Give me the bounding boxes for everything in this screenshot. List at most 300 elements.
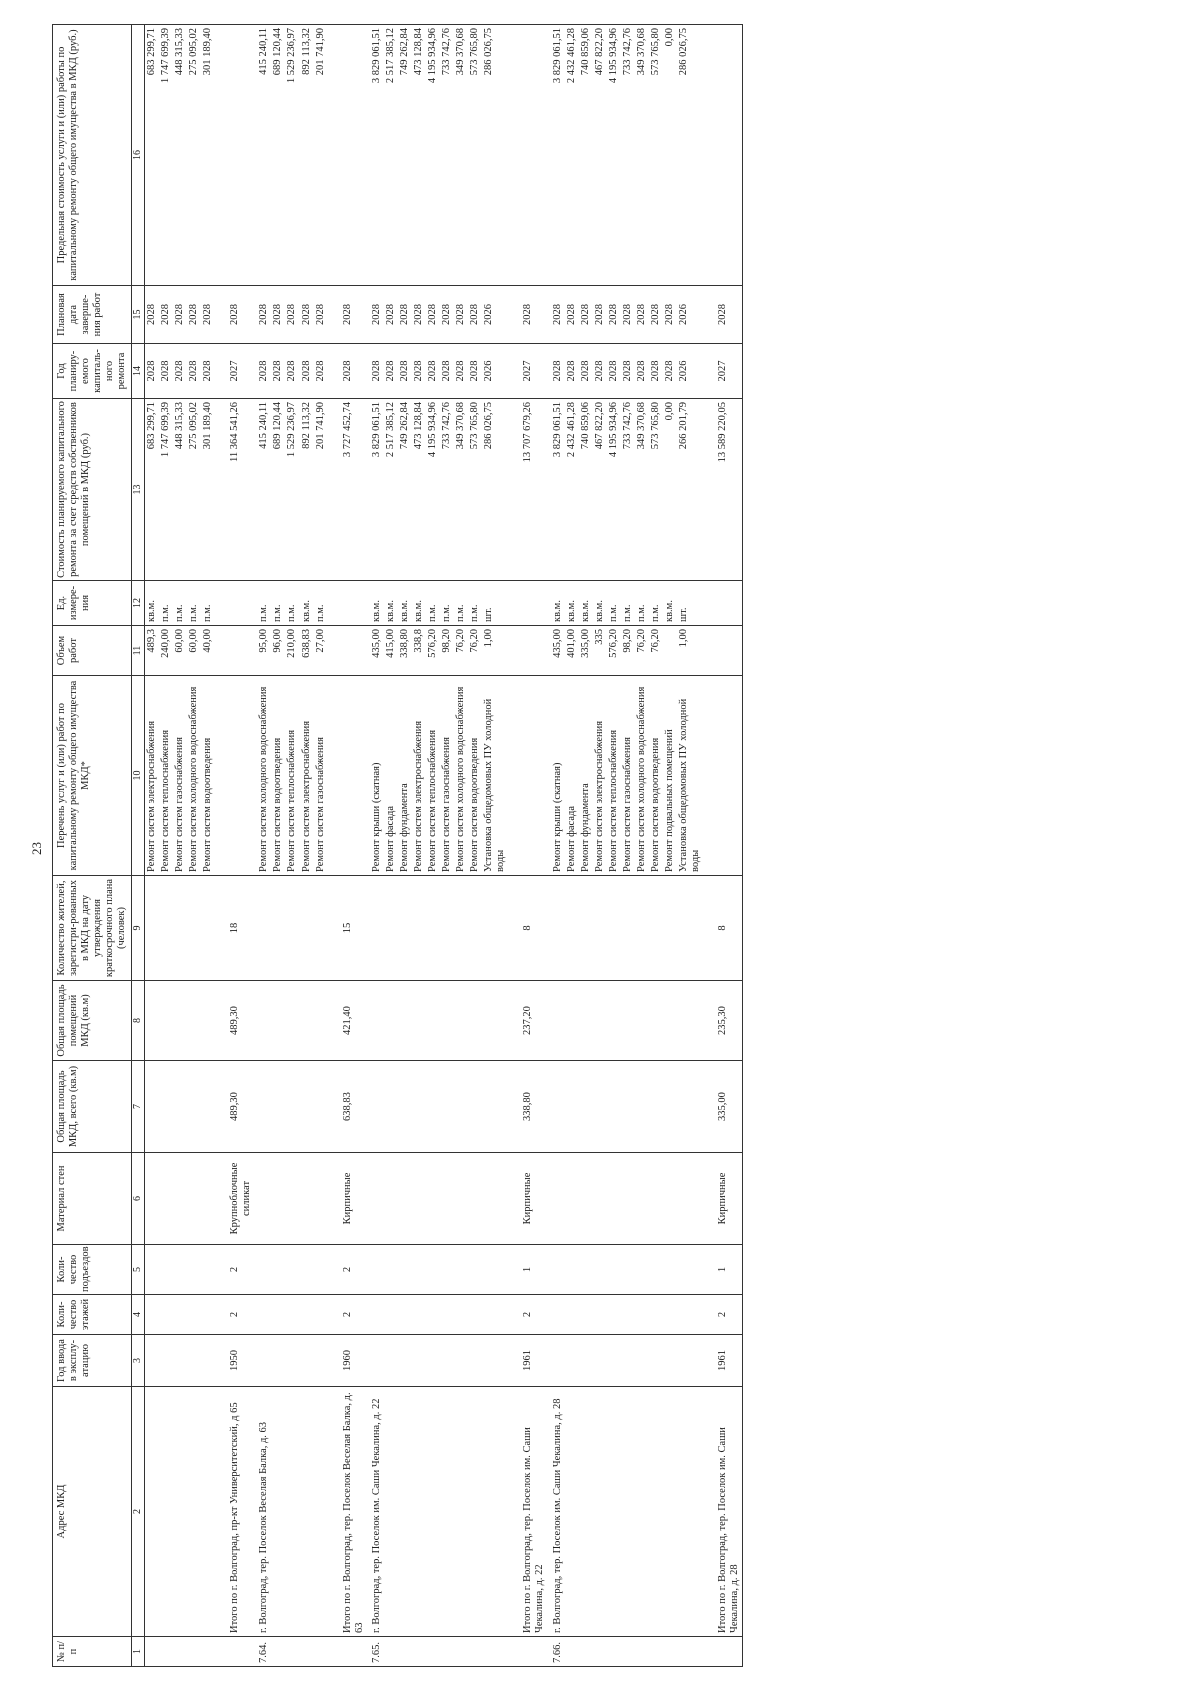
work-volume-cell: 60,00 <box>173 626 187 676</box>
item-number <box>426 1637 440 1667</box>
max-cost-cell: 1 529 236,97 <box>285 25 299 286</box>
residents-cell <box>565 876 579 981</box>
max-cost-cell: 733 742,76 <box>621 25 635 286</box>
wall-material-cell <box>173 1153 187 1245</box>
repair-year-cell: 2027 <box>215 344 254 399</box>
year-built-cell <box>201 1335 215 1387</box>
work-type-cell: Ремонт фундамента <box>398 676 412 876</box>
year-built-cell <box>440 1335 454 1387</box>
item-number <box>635 1637 649 1667</box>
table-row <box>482 25 508 1667</box>
repair-year-cell: 2028 <box>426 344 440 399</box>
table-row <box>144 25 159 1667</box>
wall-material-cell <box>677 1153 703 1245</box>
work-volume-cell: 240,00 <box>159 626 173 676</box>
total-area-cell <box>314 1061 328 1153</box>
work-volume-cell: 489,3 <box>144 626 159 676</box>
entrances-cell <box>426 1245 440 1295</box>
wall-material-cell <box>454 1153 468 1245</box>
floors-cell <box>454 1295 468 1335</box>
premises-area-cell <box>482 981 508 1061</box>
address-cell <box>468 1387 482 1637</box>
table-row <box>621 25 635 1667</box>
work-volume-cell: 76,20 <box>454 626 468 676</box>
table-row <box>440 25 454 1667</box>
table-row <box>607 25 621 1667</box>
work-type-cell: Ремонт систем водоотведения <box>271 676 285 876</box>
repair-year-cell: 2028 <box>254 344 271 399</box>
table-row <box>579 25 593 1667</box>
total-row <box>508 25 547 1667</box>
wall-material-cell <box>144 1153 159 1245</box>
table-row <box>201 25 215 1667</box>
repair-year-cell: 2028 <box>440 344 454 399</box>
premises-area-cell <box>454 981 468 1061</box>
max-cost-cell: 286 026,75 <box>677 25 703 286</box>
table-body <box>144 25 742 1667</box>
entrances-cell <box>254 1245 271 1295</box>
header-row <box>53 25 132 1667</box>
wall-material-cell <box>482 1153 508 1245</box>
item-number <box>593 1637 607 1667</box>
cost-cell: 3 727 452,74 <box>328 399 367 581</box>
work-type-cell: Ремонт крыши (скатная) <box>367 676 384 876</box>
table-row <box>367 25 384 1667</box>
address-cell <box>271 1387 285 1637</box>
work-type-cell: Ремонт фундамента <box>579 676 593 876</box>
year-built-cell <box>254 1335 271 1387</box>
work-type-cell: Ремонт систем водоотведения <box>468 676 482 876</box>
year-built-cell <box>412 1335 426 1387</box>
completion-date-cell: 2028 <box>201 286 215 344</box>
unit-cell: п.м. <box>285 581 299 626</box>
residents-cell <box>367 876 384 981</box>
year-built-cell <box>285 1335 299 1387</box>
item-number <box>579 1637 593 1667</box>
completion-date-cell: 2028 <box>426 286 440 344</box>
total-area-cell: 338,80 <box>508 1061 547 1153</box>
cost-cell: 13 707 679,26 <box>508 399 547 581</box>
wall-material-cell <box>565 1153 579 1245</box>
residents-cell <box>593 876 607 981</box>
address-cell <box>426 1387 440 1637</box>
item-number <box>663 1637 677 1667</box>
address-cell <box>635 1387 649 1637</box>
address-cell <box>398 1387 412 1637</box>
page-number: 23 <box>29 842 44 855</box>
year-built-cell: 1960 <box>328 1335 367 1387</box>
year-built-cell <box>663 1335 677 1387</box>
wall-material-cell <box>412 1153 426 1245</box>
total-area-cell: 489,30 <box>215 1061 254 1153</box>
total-area-cell <box>621 1061 635 1153</box>
column-number: 6 <box>132 1153 145 1245</box>
wall-material-cell <box>254 1153 271 1245</box>
item-number <box>677 1637 703 1667</box>
completion-date-cell: 2028 <box>271 286 285 344</box>
table-row <box>412 25 426 1667</box>
work-type-cell: Установка общедомовых ПУ холодной воды <box>482 676 508 876</box>
total-area-cell <box>579 1061 593 1153</box>
premises-area-cell: 421,40 <box>328 981 367 1061</box>
item-number <box>173 1637 187 1667</box>
max-cost-cell: 4 195 934,96 <box>426 25 440 286</box>
work-type-cell: Ремонт систем газоснабжения <box>173 676 187 876</box>
premises-area-cell <box>367 981 384 1061</box>
address-cell: Итого по г. Волгоград, тер. Поселок им. Саши Чекалина, д. 22 <box>508 1387 547 1637</box>
premises-area-cell: 237,20 <box>508 981 547 1061</box>
premises-area-cell <box>254 981 271 1061</box>
repair-year-cell: 2028 <box>187 344 201 399</box>
cost-cell: 683 299,71 <box>144 399 159 581</box>
work-volume-cell: 335 <box>593 626 607 676</box>
wall-material-cell <box>426 1153 440 1245</box>
table-row <box>635 25 649 1667</box>
work-volume-cell: 335,00 <box>579 626 593 676</box>
total-area-cell <box>593 1061 607 1153</box>
work-volume-cell: 27,00 <box>314 626 328 676</box>
unit-cell: п.м. <box>468 581 482 626</box>
repair-year-cell: 2028 <box>398 344 412 399</box>
premises-area-cell <box>314 981 328 1061</box>
premises-area-cell <box>548 981 565 1061</box>
floors-cell <box>663 1295 677 1335</box>
premises-area-cell <box>565 981 579 1061</box>
work-volume-cell: 60,00 <box>187 626 201 676</box>
header-cell: Предельная стоимость услуги и (или) работы по капитальному ремонту общего имущества в МКД (руб.) <box>53 25 132 286</box>
wall-material-cell <box>159 1153 173 1245</box>
address-cell <box>440 1387 454 1637</box>
repair-year-cell: 2028 <box>300 344 314 399</box>
total-area-cell <box>254 1061 271 1153</box>
work-type-cell: Ремонт систем электроснабжения <box>300 676 314 876</box>
unit-cell: п.м. <box>440 581 454 626</box>
item-number <box>565 1637 579 1667</box>
floors-cell <box>187 1295 201 1335</box>
completion-date-cell: 2028 <box>703 286 743 344</box>
cost-cell: 448 315,33 <box>173 399 187 581</box>
address-cell <box>482 1387 508 1637</box>
cost-cell: 892 113,32 <box>300 399 314 581</box>
cost-cell: 1 747 699,39 <box>159 399 173 581</box>
header-cell: № п/п <box>53 1637 132 1667</box>
item-number <box>703 1637 743 1667</box>
completion-date-cell: 2028 <box>440 286 454 344</box>
header-cell: Перечень услуг и (или) работ по капитальному ремонту общего имущества МКД* <box>53 676 132 876</box>
column-number: 16 <box>132 25 145 286</box>
unit-cell: кв.м. <box>663 581 677 626</box>
entrances-cell: 1 <box>508 1245 547 1295</box>
work-type-cell: Ремонт систем холодного водоснабжения <box>187 676 201 876</box>
work-volume-cell: 40,00 <box>201 626 215 676</box>
column-number: 15 <box>132 286 145 344</box>
item-number <box>201 1637 215 1667</box>
unit-cell: шт. <box>677 581 703 626</box>
floors-cell <box>482 1295 508 1335</box>
residents-cell <box>173 876 187 981</box>
max-cost-cell: 892 113,32 <box>300 25 314 286</box>
table-row <box>300 25 314 1667</box>
premises-area-cell <box>677 981 703 1061</box>
floors-cell <box>593 1295 607 1335</box>
completion-date-cell: 2028 <box>159 286 173 344</box>
work-volume-cell: 401,00 <box>565 626 579 676</box>
premises-area-cell <box>412 981 426 1061</box>
cost-cell: 689 120,44 <box>271 399 285 581</box>
repair-year-cell: 2028 <box>328 344 367 399</box>
wall-material-cell <box>384 1153 398 1245</box>
completion-date-cell: 2028 <box>593 286 607 344</box>
column-number: 3 <box>132 1335 145 1387</box>
header-cell: Коли-чество подъездов <box>53 1245 132 1295</box>
cost-cell: 733 742,76 <box>440 399 454 581</box>
floors-cell: 2 <box>508 1295 547 1335</box>
year-built-cell: 1950 <box>215 1335 254 1387</box>
residents-cell <box>271 876 285 981</box>
cost-cell: 275 095,02 <box>187 399 201 581</box>
work-volume-cell <box>663 626 677 676</box>
completion-date-cell: 2028 <box>215 286 254 344</box>
work-volume-cell: 95,00 <box>254 626 271 676</box>
wall-material-cell <box>468 1153 482 1245</box>
column-number: 5 <box>132 1245 145 1295</box>
year-built-cell: 1961 <box>703 1335 743 1387</box>
column-number: 14 <box>132 344 145 399</box>
work-type-cell <box>703 676 743 876</box>
table-row <box>454 25 468 1667</box>
floors-cell <box>412 1295 426 1335</box>
work-volume-cell: 576,20 <box>426 626 440 676</box>
repair-year-cell: 2028 <box>593 344 607 399</box>
residents-cell <box>187 876 201 981</box>
entrances-cell <box>159 1245 173 1295</box>
item-number: 7.65. <box>367 1637 384 1667</box>
unit-cell: п.м. <box>201 581 215 626</box>
address-cell <box>593 1387 607 1637</box>
total-area-cell <box>635 1061 649 1153</box>
entrances-cell <box>593 1245 607 1295</box>
residents-cell <box>663 876 677 981</box>
work-volume-cell <box>703 626 743 676</box>
wall-material-cell <box>314 1153 328 1245</box>
cost-cell: 3 829 061,51 <box>548 399 565 581</box>
item-number <box>328 1637 367 1667</box>
cost-cell: 573 765,80 <box>468 399 482 581</box>
max-cost-cell: 740 859,06 <box>579 25 593 286</box>
header-cell: Общая площадь помещений МКД (кв.м) <box>53 981 132 1061</box>
work-type-cell: Ремонт систем электроснабжения <box>144 676 159 876</box>
item-number <box>384 1637 398 1667</box>
floors-cell <box>607 1295 621 1335</box>
premises-area-cell <box>201 981 215 1061</box>
floors-cell: 2 <box>215 1295 254 1335</box>
unit-cell <box>328 581 367 626</box>
item-number <box>482 1637 508 1667</box>
address-cell <box>314 1387 328 1637</box>
unit-cell: п.м. <box>649 581 663 626</box>
residents-cell <box>144 876 159 981</box>
completion-date-cell: 2028 <box>607 286 621 344</box>
completion-date-cell: 2026 <box>482 286 508 344</box>
max-cost-cell: 733 742,76 <box>440 25 454 286</box>
wall-material-cell <box>367 1153 384 1245</box>
max-cost-cell <box>703 25 743 286</box>
wall-material-cell <box>649 1153 663 1245</box>
header-cell: Год планиру-емого капиталь-ного ремонта <box>53 344 132 399</box>
work-volume-cell <box>215 626 254 676</box>
entrances-cell <box>649 1245 663 1295</box>
total-area-cell <box>159 1061 173 1153</box>
residents-cell: 8 <box>508 876 547 981</box>
year-built-cell <box>367 1335 384 1387</box>
address-cell <box>607 1387 621 1637</box>
premises-area-cell <box>468 981 482 1061</box>
residents-cell <box>314 876 328 981</box>
item-number <box>285 1637 299 1667</box>
repair-year-cell: 2028 <box>468 344 482 399</box>
entrances-cell <box>271 1245 285 1295</box>
unit-cell: п.м. <box>254 581 271 626</box>
repair-year-cell: 2028 <box>384 344 398 399</box>
wall-material-cell <box>607 1153 621 1245</box>
unit-cell <box>508 581 547 626</box>
address-cell <box>565 1387 579 1637</box>
total-area-cell <box>649 1061 663 1153</box>
table-row <box>271 25 285 1667</box>
total-row <box>215 25 254 1667</box>
item-number <box>649 1637 663 1667</box>
residents-cell <box>254 876 271 981</box>
work-type-cell: Ремонт систем водоотведения <box>649 676 663 876</box>
repair-year-cell: 2028 <box>565 344 579 399</box>
year-built-cell <box>300 1335 314 1387</box>
completion-date-cell: 2028 <box>663 286 677 344</box>
max-cost-cell: 4 195 934,96 <box>607 25 621 286</box>
residents-cell <box>579 876 593 981</box>
residents-cell <box>454 876 468 981</box>
table-row <box>663 25 677 1667</box>
wall-material-cell <box>621 1153 635 1245</box>
table-row <box>254 25 271 1667</box>
work-type-cell: Ремонт систем теплоснабжения <box>159 676 173 876</box>
residents-cell <box>440 876 454 981</box>
total-area-cell <box>398 1061 412 1153</box>
work-volume-cell: 576,20 <box>607 626 621 676</box>
premises-area-cell <box>159 981 173 1061</box>
completion-date-cell: 2028 <box>579 286 593 344</box>
header-cell: Адрес МКД <box>53 1387 132 1637</box>
premises-area-cell: 235,30 <box>703 981 743 1061</box>
completion-date-cell: 2028 <box>314 286 328 344</box>
total-area-cell <box>440 1061 454 1153</box>
address-cell: г. Волгоград, тер. Поселок им. Саши Чекалина, д. 28 <box>548 1387 565 1637</box>
item-number <box>468 1637 482 1667</box>
total-area-cell <box>144 1061 159 1153</box>
floors-cell <box>201 1295 215 1335</box>
table-row <box>649 25 663 1667</box>
work-type-cell: Ремонт систем водоотведения <box>201 676 215 876</box>
residents-cell <box>468 876 482 981</box>
work-type-cell: Ремонт крыши (скатная) <box>548 676 565 876</box>
repair-year-cell: 2028 <box>548 344 565 399</box>
entrances-cell <box>677 1245 703 1295</box>
cost-cell: 4 195 934,96 <box>607 399 621 581</box>
premises-area-cell <box>621 981 635 1061</box>
header-cell: Стоимость планируемого капитального ремонта за счет средств собственников помещений в МКД (руб.) <box>53 399 132 581</box>
entrances-cell <box>314 1245 328 1295</box>
wall-material-cell <box>398 1153 412 1245</box>
table-row <box>548 25 565 1667</box>
work-type-cell <box>508 676 547 876</box>
item-number <box>187 1637 201 1667</box>
cost-cell: 3 829 061,51 <box>367 399 384 581</box>
floors-cell <box>468 1295 482 1335</box>
total-area-cell <box>663 1061 677 1153</box>
repair-year-cell: 2028 <box>271 344 285 399</box>
work-type-cell: Ремонт систем холодного водоснабжения <box>635 676 649 876</box>
entrances-cell <box>635 1245 649 1295</box>
wall-material-cell <box>579 1153 593 1245</box>
entrances-cell <box>398 1245 412 1295</box>
unit-cell: кв.м. <box>579 581 593 626</box>
column-number: 12 <box>132 581 145 626</box>
column-number-row <box>132 25 145 1667</box>
repair-year-cell: 2028 <box>314 344 328 399</box>
entrances-cell <box>482 1245 508 1295</box>
unit-cell: п.м. <box>187 581 201 626</box>
address-cell <box>454 1387 468 1637</box>
entrances-cell <box>579 1245 593 1295</box>
premises-area-cell: 489,30 <box>215 981 254 1061</box>
max-cost-cell: 689 120,44 <box>271 25 285 286</box>
table-row <box>159 25 173 1667</box>
work-type-cell: Ремонт систем электроснабжения <box>593 676 607 876</box>
completion-date-cell: 2026 <box>677 286 703 344</box>
cost-cell: 301 189,40 <box>201 399 215 581</box>
entrances-cell <box>300 1245 314 1295</box>
table-row <box>677 25 703 1667</box>
residents-cell: 8 <box>703 876 743 981</box>
entrances-cell <box>548 1245 565 1295</box>
year-built-cell <box>144 1335 159 1387</box>
year-built-cell <box>173 1335 187 1387</box>
header-cell: Коли-чество этажей <box>53 1295 132 1335</box>
residents-cell: 18 <box>215 876 254 981</box>
item-number <box>398 1637 412 1667</box>
column-number: 2 <box>132 1387 145 1637</box>
total-row <box>703 25 743 1667</box>
max-cost-cell: 415 240,11 <box>254 25 271 286</box>
year-built-cell <box>649 1335 663 1387</box>
unit-cell <box>215 581 254 626</box>
max-cost-cell: 349 370,68 <box>454 25 468 286</box>
floors-cell <box>271 1295 285 1335</box>
total-area-cell <box>367 1061 384 1153</box>
premises-area-cell <box>173 981 187 1061</box>
entrances-cell <box>454 1245 468 1295</box>
max-cost-cell: 301 189,40 <box>201 25 215 286</box>
total-area-cell <box>300 1061 314 1153</box>
completion-date-cell: 2028 <box>621 286 635 344</box>
wall-material-cell: Кирпичные <box>328 1153 367 1245</box>
completion-date-cell: 2028 <box>508 286 547 344</box>
max-cost-cell: 573 765,80 <box>649 25 663 286</box>
cost-cell: 266 201,79 <box>677 399 703 581</box>
year-built-cell <box>579 1335 593 1387</box>
table-row <box>565 25 579 1667</box>
floors-cell <box>314 1295 328 1335</box>
repair-year-cell: 2028 <box>201 344 215 399</box>
